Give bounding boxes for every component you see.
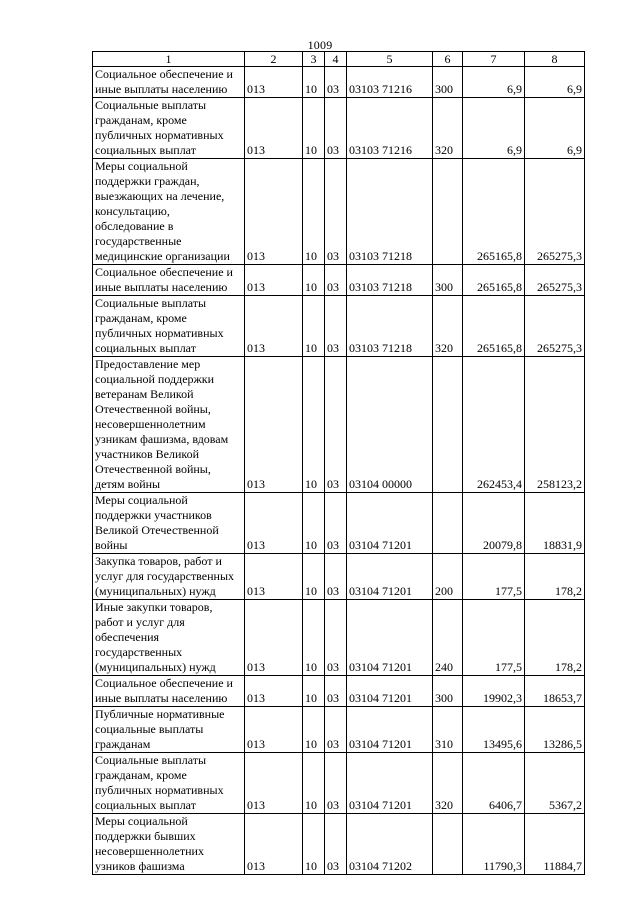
section-cell: 10 — [303, 600, 325, 676]
amount-year2-cell: 5367,2 — [525, 753, 585, 814]
target-article-cell: 03103 71218 — [347, 159, 433, 265]
section-cell: 10 — [303, 707, 325, 753]
table-row — [93, 676, 585, 707]
subsection-cell: 03 — [325, 98, 347, 159]
expense-type-cell: 320 — [433, 753, 463, 814]
header-cell: 7 — [463, 52, 525, 67]
table-row — [93, 753, 585, 814]
amount-year1-cell: 177,5 — [463, 600, 525, 676]
expense-type-cell — [433, 357, 463, 493]
subsection-cell: 03 — [325, 265, 347, 296]
table-row — [93, 98, 585, 159]
admin-code-cell: 013 — [245, 753, 303, 814]
target-article-cell: 03104 71201 — [347, 600, 433, 676]
admin-code-cell: 013 — [245, 554, 303, 600]
target-article-cell: 03103 71218 — [347, 265, 433, 296]
target-article-cell: 03104 71202 — [347, 814, 433, 875]
section-cell: 10 — [303, 554, 325, 600]
amount-year2-cell: 18831,9 — [525, 493, 585, 554]
subsection-cell: 03 — [325, 814, 347, 875]
amount-year2-cell: 265275,3 — [525, 265, 585, 296]
amount-year2-cell: 18653,7 — [525, 676, 585, 707]
row-name-cell: Закупка товаров, работ и услуг для государственных (муниципальных) нужд — [93, 554, 245, 600]
amount-year1-cell: 265165,8 — [463, 159, 525, 265]
amount-year1-cell: 11790,3 — [463, 814, 525, 875]
section-cell: 10 — [303, 159, 325, 265]
row-name-cell: Публичные нормативные социальные выплаты гражданам — [93, 707, 245, 753]
row-name-cell: Социальные выплаты гражданам, кроме публичных нормативных социальных выплат — [93, 98, 245, 159]
amount-year1-cell: 265165,8 — [463, 296, 525, 357]
expense-type-cell: 240 — [433, 600, 463, 676]
target-article-cell: 03104 71201 — [347, 676, 433, 707]
admin-code-cell: 013 — [245, 600, 303, 676]
subsection-cell: 03 — [325, 357, 347, 493]
target-article-cell: 03104 71201 — [347, 554, 433, 600]
subsection-cell: 03 — [325, 67, 347, 98]
row-name-cell: Меры социальной поддержки участников Великой Отечественной войны — [93, 493, 245, 554]
table-row — [93, 707, 585, 753]
table-row — [93, 600, 585, 676]
subsection-cell: 03 — [325, 600, 347, 676]
row-name-cell: Предоставление мер социальной поддержки ветеранам Великой Отечественной войны, несовершеннолетним узникам фашизма, вдовам участников Великой Отечественной войны, детям войны — [93, 357, 245, 493]
subsection-cell: 03 — [325, 296, 347, 357]
amount-year1-cell: 6,9 — [463, 67, 525, 98]
header-cell: 1 — [93, 52, 245, 67]
amount-year1-cell: 177,5 — [463, 554, 525, 600]
amount-year2-cell: 258123,2 — [525, 357, 585, 493]
subsection-cell: 03 — [325, 676, 347, 707]
row-name-cell: Меры социальной поддержки бывших несовершеннолетних узников фашизма — [93, 814, 245, 875]
admin-code-cell: 013 — [245, 265, 303, 296]
target-article-cell: 03104 71201 — [347, 753, 433, 814]
header-cell: 2 — [245, 52, 303, 67]
subsection-cell: 03 — [325, 554, 347, 600]
admin-code-cell: 013 — [245, 159, 303, 265]
expense-type-cell: 310 — [433, 707, 463, 753]
row-name-cell: Социальное обеспечение и иные выплаты населению — [93, 67, 245, 98]
table-header-row — [93, 52, 585, 67]
section-cell: 10 — [303, 493, 325, 554]
admin-code-cell: 013 — [245, 707, 303, 753]
amount-year2-cell: 178,2 — [525, 600, 585, 676]
expense-type-cell: 200 — [433, 554, 463, 600]
section-cell: 10 — [303, 98, 325, 159]
target-article-cell: 03104 71201 — [347, 707, 433, 753]
admin-code-cell: 013 — [245, 296, 303, 357]
row-name-cell: Социальные выплаты гражданам, кроме публичных нормативных социальных выплат — [93, 296, 245, 357]
target-article-cell: 03104 71201 — [347, 493, 433, 554]
amount-year2-cell: 6,9 — [525, 67, 585, 98]
page-number: 1009 — [307, 38, 333, 52]
header-cell: 5 — [347, 52, 433, 67]
row-name-cell: Иные закупки товаров, работ и услуг для обеспечения государственных (муниципальных) нужд — [93, 600, 245, 676]
target-article-cell: 03103 71216 — [347, 98, 433, 159]
section-cell: 10 — [303, 676, 325, 707]
admin-code-cell: 013 — [245, 676, 303, 707]
subsection-cell: 03 — [325, 493, 347, 554]
amount-year2-cell: 11884,7 — [525, 814, 585, 875]
subsection-cell: 03 — [325, 753, 347, 814]
table-row — [93, 159, 585, 265]
amount-year1-cell: 20079,8 — [463, 493, 525, 554]
header-cell: 6 — [433, 52, 463, 67]
target-article-cell: 03104 00000 — [347, 357, 433, 493]
budget-table — [92, 51, 585, 875]
section-cell: 10 — [303, 265, 325, 296]
expense-type-cell: 300 — [433, 265, 463, 296]
expense-type-cell — [433, 159, 463, 265]
amount-year2-cell: 6,9 — [525, 98, 585, 159]
amount-year2-cell: 178,2 — [525, 554, 585, 600]
section-cell: 10 — [303, 357, 325, 493]
table-row — [93, 296, 585, 357]
row-name-cell: Меры социальной поддержки граждан, выезжающих на лечение, консультацию, обследование в государственные медицинские организации — [93, 159, 245, 265]
subsection-cell: 03 — [325, 159, 347, 265]
subsection-cell: 03 — [325, 707, 347, 753]
row-name-cell: Социальное обеспечение и иные выплаты населению — [93, 265, 245, 296]
amount-year1-cell: 6406,7 — [463, 753, 525, 814]
amount-year1-cell: 13495,6 — [463, 707, 525, 753]
table-row — [93, 814, 585, 875]
amount-year1-cell: 6,9 — [463, 98, 525, 159]
amount-year2-cell: 265275,3 — [525, 159, 585, 265]
admin-code-cell: 013 — [245, 814, 303, 875]
section-cell: 10 — [303, 296, 325, 357]
amount-year2-cell: 13286,5 — [525, 707, 585, 753]
table-row — [93, 554, 585, 600]
target-article-cell: 03103 71218 — [347, 296, 433, 357]
row-name-cell: Социальное обеспечение и иные выплаты населению — [93, 676, 245, 707]
header-cell: 3 — [303, 52, 325, 67]
expense-type-cell: 300 — [433, 67, 463, 98]
section-cell: 10 — [303, 814, 325, 875]
target-article-cell: 03103 71216 — [347, 67, 433, 98]
admin-code-cell: 013 — [245, 357, 303, 493]
section-cell: 10 — [303, 753, 325, 814]
expense-type-cell — [433, 814, 463, 875]
header-cell: 4 — [325, 52, 347, 67]
amount-year2-cell: 265275,3 — [525, 296, 585, 357]
expense-type-cell — [433, 493, 463, 554]
admin-code-cell: 013 — [245, 493, 303, 554]
amount-year1-cell: 19902,3 — [463, 676, 525, 707]
amount-year1-cell: 262453,4 — [463, 357, 525, 493]
admin-code-cell: 013 — [245, 98, 303, 159]
table-row — [93, 67, 585, 98]
section-cell: 10 — [303, 67, 325, 98]
expense-type-cell: 320 — [433, 296, 463, 357]
table-row — [93, 493, 585, 554]
header-cell: 8 — [525, 52, 585, 67]
expense-type-cell: 320 — [433, 98, 463, 159]
admin-code-cell: 013 — [245, 67, 303, 98]
expense-type-cell: 300 — [433, 676, 463, 707]
table-row — [93, 265, 585, 296]
row-name-cell: Социальные выплаты гражданам, кроме публичных нормативных социальных выплат — [93, 753, 245, 814]
amount-year1-cell: 265165,8 — [463, 265, 525, 296]
table-row — [93, 357, 585, 493]
